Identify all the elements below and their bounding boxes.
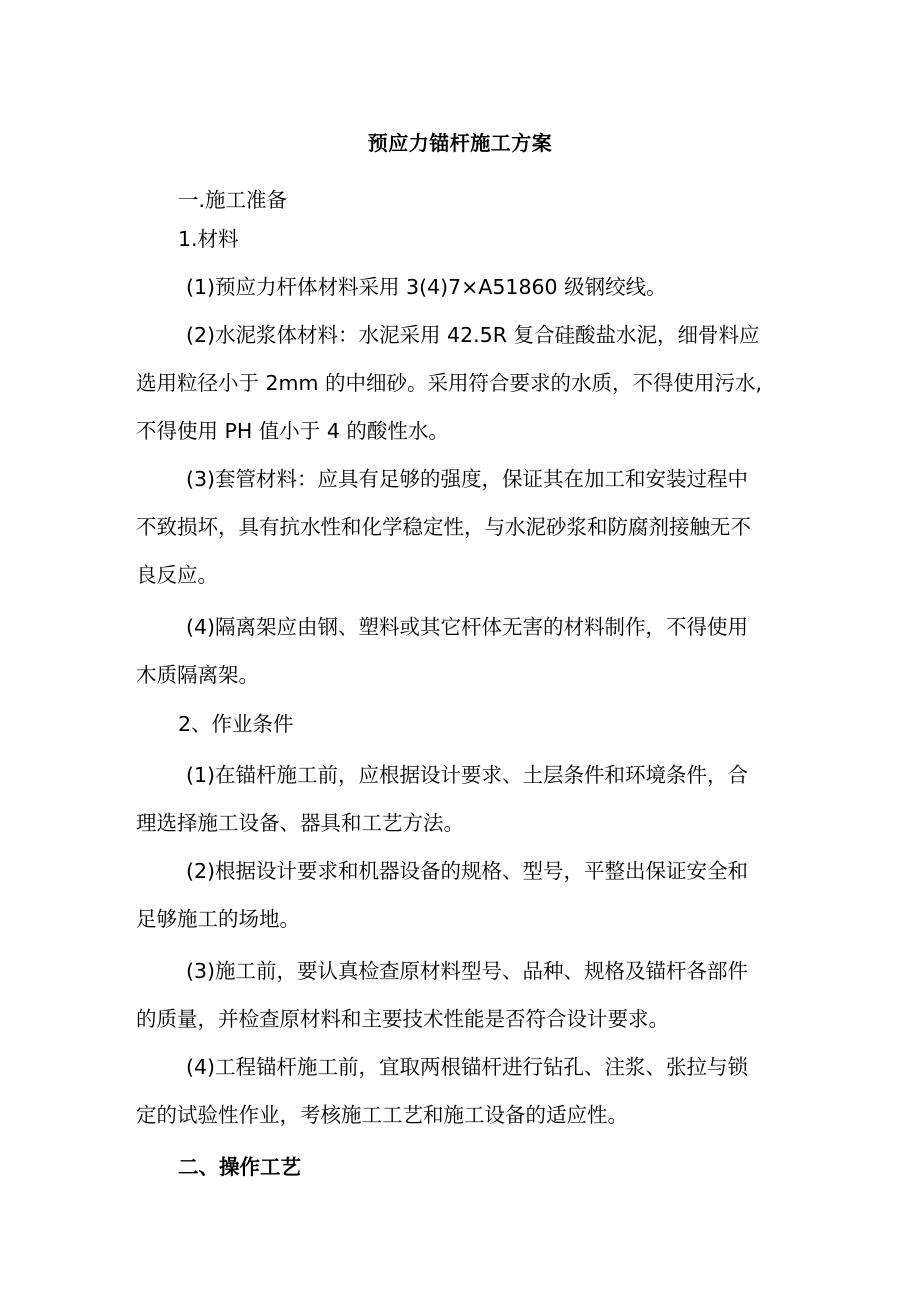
paragraph-line: 木质隔离架。: [136, 663, 259, 687]
paragraph-line: (4)工程锚杆施工前，宜取两根锚杆进行钻孔、注浆、张拉与锁: [186, 1055, 749, 1079]
paragraph-line: (3)套管材料：应具有足够的强度，保证其在加工和安装过程中: [186, 467, 749, 491]
section-heading-operation-process: 二、操作工艺: [178, 1155, 301, 1179]
document-title: 预应力锚杆施工方案: [367, 131, 553, 155]
paragraph-line: (1)在锚杆施工前，应根据设计要求、土层条件和环境条件，合: [186, 763, 749, 787]
section-heading-preparation: 一.施工准备: [178, 188, 288, 212]
paragraph-line: (3)施工前，要认真检查原材料型号、品种、规格及锚杆各部件: [186, 959, 749, 983]
paragraph-line: 不得使用 PH 值小于 4 的酸性水。: [136, 419, 449, 443]
paragraph-line: 足够施工的场地。: [136, 907, 300, 931]
paragraph-line: (4)隔离架应由钢、塑料或其它杆体无害的材料制作，不得使用: [186, 615, 749, 639]
subsection-heading-work-conditions: 2、作业条件: [178, 712, 294, 736]
subsection-heading-materials: 1.材料: [178, 227, 239, 251]
paragraph-line: (2)水泥浆体材料：水泥采用 42.5R 复合硅酸盐水泥，细骨料应: [186, 323, 760, 347]
paragraph-line: 选用粒径小于 2mm 的中细砂。采用符合要求的水质，不得使用污水,: [136, 371, 763, 395]
paragraph-line: 的质量，并检查原材料和主要技术性能是否符合设计要求。: [136, 1007, 669, 1031]
paragraph-line: (2)根据设计要求和机器设备的规格、型号，平整出保证安全和: [186, 859, 749, 883]
paragraph-line: (1)预应力杆体材料采用 3(4)7×A51860 级钢绞线。: [186, 275, 667, 299]
paragraph-line: 不致损坏，具有抗水性和化学稳定性，与水泥砂浆和防腐剂接触无不: [136, 515, 751, 539]
paragraph-line: 良反应。: [136, 563, 218, 587]
paragraph-line: 定的试验性作业，考核施工工艺和施工设备的适应性。: [136, 1103, 628, 1127]
paragraph-line: 理选择施工设备、器具和工艺方法。: [136, 811, 464, 835]
